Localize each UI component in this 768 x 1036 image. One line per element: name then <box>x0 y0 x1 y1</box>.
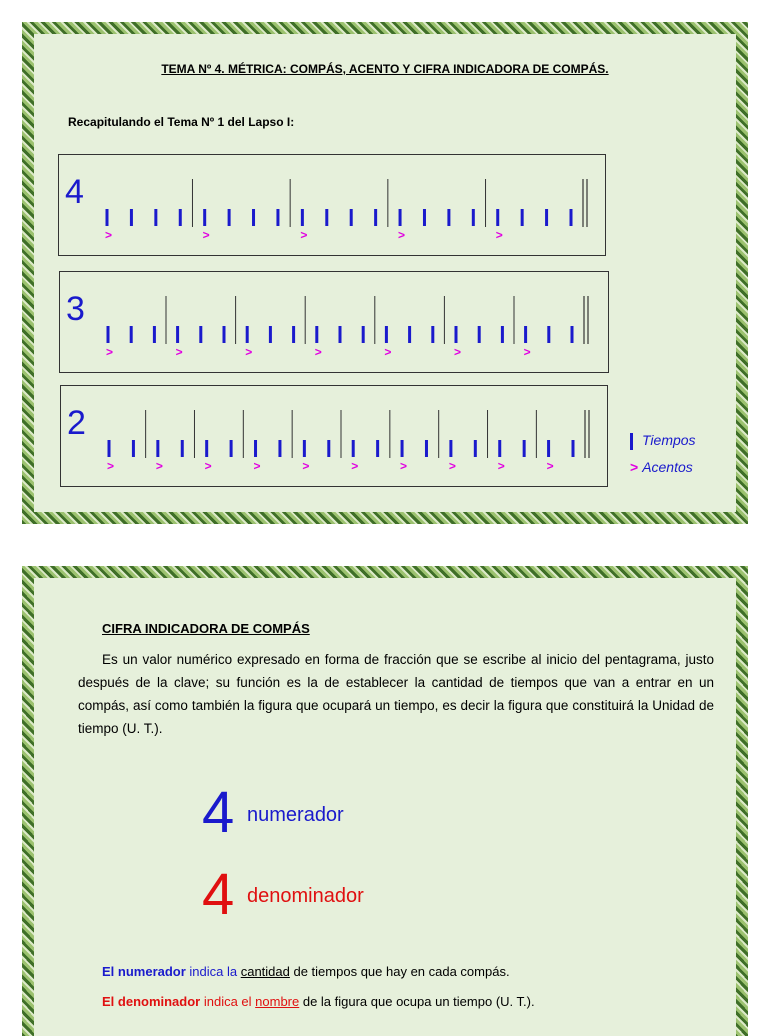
page-title: TEMA Nº 4. MÉTRICA: COMPÁS, ACENTO Y CIFRA INDICADORA DE COMPÁS. <box>161 62 609 76</box>
beat-mark <box>230 440 233 457</box>
accent-mark: > <box>302 459 310 473</box>
beat-mark <box>254 440 257 457</box>
rhythm-box-4 <box>58 154 606 256</box>
beat-mark <box>423 209 426 226</box>
page-1 <box>22 22 748 524</box>
beat-mark <box>327 440 330 457</box>
beat-mark <box>352 440 355 457</box>
beat-mark <box>199 326 202 343</box>
beat-mark <box>478 326 481 343</box>
beat-mark <box>179 209 182 226</box>
rule-numerator: El numerador indica la cantidad de tiempos que hay en cada compás. <box>102 964 510 979</box>
accent-mark: > <box>384 345 392 359</box>
beat-mark-icon <box>630 433 633 450</box>
accent-mark: > <box>495 228 503 242</box>
beat-mark <box>376 440 379 457</box>
beat-mark <box>523 440 526 457</box>
beat-mark <box>176 326 179 343</box>
rhythm-row-3 <box>60 272 608 372</box>
accent-mark-icon: > <box>630 459 639 475</box>
rhythm-row-2 <box>61 386 607 486</box>
beat-mark <box>350 209 353 226</box>
accent-mark: > <box>351 459 359 473</box>
numerator-digit: 4 <box>202 780 235 845</box>
beat-mark <box>547 440 550 457</box>
beat-mark <box>154 209 157 226</box>
beat-mark <box>276 209 279 226</box>
accent-mark: > <box>300 228 308 242</box>
beat-mark <box>545 209 548 226</box>
beat-mark <box>301 209 304 226</box>
page-2 <box>22 566 748 1036</box>
beat-mark <box>339 326 342 343</box>
accent-mark: > <box>546 459 554 473</box>
beat-mark <box>181 440 184 457</box>
beat-mark <box>203 209 206 226</box>
denominator-digit: 4 <box>202 862 235 927</box>
beat-mark <box>252 209 255 226</box>
accent-mark: > <box>314 345 322 359</box>
accent-mark: > <box>497 459 505 473</box>
rhythm-row-4 <box>59 155 605 255</box>
beat-mark <box>547 326 550 343</box>
rhythm-box-3 <box>59 271 609 373</box>
meter-number-3: 3 <box>66 290 85 328</box>
beat-mark <box>570 209 573 226</box>
rhythm-box-2 <box>60 385 608 487</box>
beat-mark <box>130 209 133 226</box>
beat-mark <box>399 209 402 226</box>
beat-mark <box>425 440 428 457</box>
beat-mark <box>521 209 524 226</box>
beat-mark <box>246 326 249 343</box>
beat-mark <box>315 326 318 343</box>
beat-mark <box>572 440 575 457</box>
accent-mark: > <box>454 345 462 359</box>
beat-mark <box>496 209 499 226</box>
beat-mark <box>130 326 133 343</box>
beat-mark <box>498 440 501 457</box>
legend-beats: Tiempos <box>630 432 696 450</box>
section-title: CIFRA INDICADORA DE COMPÁS <box>102 621 310 636</box>
accent-mark: > <box>448 459 456 473</box>
rule-denominator: El denominador indica el nombre de la figura que ocupa un tiempo (U. T.). <box>102 994 535 1009</box>
accent-mark: > <box>107 459 115 473</box>
beat-mark <box>431 326 434 343</box>
accent-mark: > <box>204 459 212 473</box>
beat-mark <box>107 326 110 343</box>
beat-mark <box>408 326 411 343</box>
beat-mark <box>228 209 231 226</box>
beat-mark <box>474 440 477 457</box>
meter-number-2: 2 <box>67 404 86 442</box>
beat-mark <box>362 326 365 343</box>
definition-paragraph: Es un valor numérico expresado en forma de fracción que se escribe al inicio del pentagrama, justo después de la clave; su función es la de establecer la cantidad de tiempos que van a entrar en un compás, así como también la figura que ocupará un tiempo, es decir la figura que constituirá la Unidad de tiempo (U. T.). <box>78 652 714 736</box>
beat-mark <box>501 326 504 343</box>
recap-text: Recapitulando el Tema Nº 1 del Lapso I: <box>68 115 295 129</box>
accent-mark: > <box>398 228 406 242</box>
beat-mark <box>156 440 159 457</box>
accent-mark: > <box>245 345 253 359</box>
accent-mark: > <box>155 459 163 473</box>
beat-mark <box>106 209 109 226</box>
beat-mark <box>455 326 458 343</box>
beat-mark <box>108 440 111 457</box>
numerator-label: numerador <box>247 804 344 826</box>
accent-mark: > <box>106 345 114 359</box>
accent-mark: > <box>253 459 261 473</box>
beat-mark <box>401 440 404 457</box>
beat-mark <box>292 326 295 343</box>
beat-mark <box>374 209 377 226</box>
denominator-label: denominador <box>247 885 364 907</box>
beat-mark <box>447 209 450 226</box>
meter-number-4: 4 <box>65 173 84 211</box>
beat-mark <box>223 326 226 343</box>
legend-accents: > Acentos <box>630 459 693 475</box>
beat-mark <box>269 326 272 343</box>
accent-mark: > <box>105 228 113 242</box>
beat-mark <box>303 440 306 457</box>
beat-mark <box>153 326 156 343</box>
beat-mark <box>205 440 208 457</box>
beat-mark <box>132 440 135 457</box>
beat-mark <box>449 440 452 457</box>
beat-mark <box>524 326 527 343</box>
beat-mark <box>385 326 388 343</box>
accent-mark: > <box>400 459 408 473</box>
beat-mark <box>278 440 281 457</box>
beat-mark <box>325 209 328 226</box>
accent-mark: > <box>175 345 183 359</box>
beat-mark <box>472 209 475 226</box>
accent-mark: > <box>202 228 210 242</box>
accent-mark: > <box>523 345 531 359</box>
beat-mark <box>571 326 574 343</box>
